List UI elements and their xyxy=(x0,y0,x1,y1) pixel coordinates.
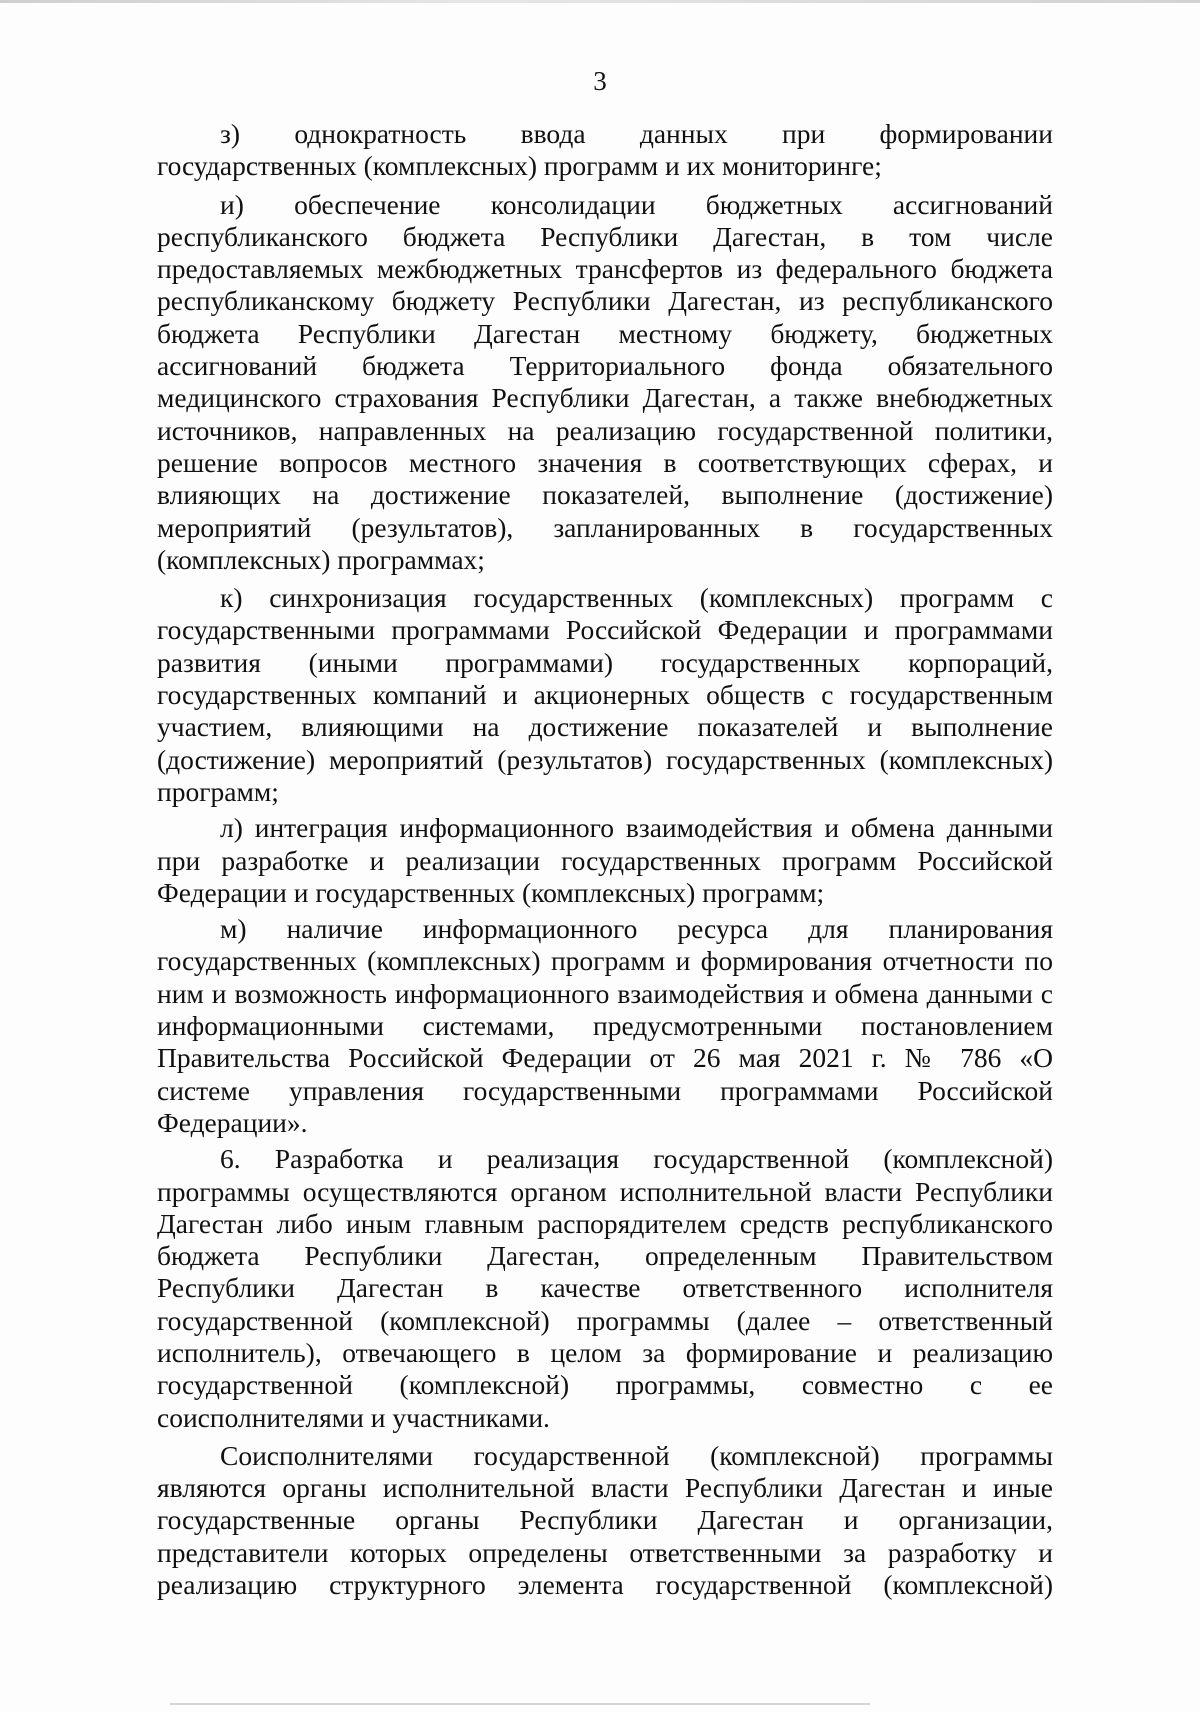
text-line: участием, влияющими на достижение показателей и выполнение xyxy=(157,711,1053,743)
text-line: республиканскому бюджету Республики Дагестан, из республиканского xyxy=(157,285,1053,317)
text-line: влияющих на достижение показателей, выполнение (достижение) xyxy=(157,479,1053,511)
text-line: (достижение) мероприятий (результатов) государственных (комплексных) xyxy=(157,743,1053,775)
text-line: мероприятий (результатов), запланированных в государственных xyxy=(157,511,1053,543)
text-line: Соисполнителями государственной (комплексной) программы xyxy=(220,1439,1053,1471)
text-line: решение вопросов местного значения в соответствующих сферах, и xyxy=(157,446,1053,478)
text-line: исполнитель), отвечающего в целом за формирование и реализацию xyxy=(157,1336,1053,1368)
text-line: Правительства Российской Федерации от 26 мая 2021 г. № 786 «О xyxy=(157,1042,1053,1074)
text-line: государственные органы Республики Дагестан и организации, xyxy=(157,1504,1053,1536)
text-line: ним и возможность информационного взаимодействия и обмена данными с xyxy=(157,977,1053,1009)
text-line: программ; xyxy=(157,775,279,807)
text-line: м) наличие информационного ресурса для планирования xyxy=(220,913,1053,945)
text-line: представители которых определены ответственными за разработку и xyxy=(157,1536,1053,1568)
paragraph-l xyxy=(157,812,1053,909)
text-line: бюджета Республики Дагестан, определенным Правительством xyxy=(157,1240,1053,1272)
text-line: развития (иными программами) государственных корпораций, xyxy=(157,646,1053,678)
text-line: Республики Дагестан в качестве ответственного исполнителя xyxy=(157,1272,1053,1304)
paragraph-i xyxy=(157,189,1053,577)
text-line: к) синхронизация государственных (комплексных) программ с xyxy=(220,582,1053,614)
scan-edge-top xyxy=(0,0,1200,3)
text-line: предоставляемых межбюджетных трансфертов из федерального бюджета xyxy=(157,253,1053,285)
text-line: государственных компаний и акционерных обществ с государственным xyxy=(157,679,1053,711)
document-body xyxy=(157,118,1053,1601)
text-line: и) обеспечение консолидации бюджетных ассигнований xyxy=(220,188,1053,220)
text-line: государственных (комплексных) программ и формирования отчетности по xyxy=(157,945,1053,977)
text-line: Дагестан либо иным главным распорядителем средств республиканского xyxy=(157,1207,1053,1239)
text-line: при разработке и реализации государственных программ Российской xyxy=(157,844,1053,876)
scan-edge-bottom xyxy=(170,1703,870,1705)
text-line: реализацию структурного элемента государственной (комплексной) xyxy=(157,1569,1053,1601)
page-number: 3 xyxy=(593,66,607,96)
text-line: государственных (комплексных) программ и их мониторинге; xyxy=(157,150,882,182)
paragraph-z xyxy=(157,118,1053,183)
paragraph-co xyxy=(157,1440,1053,1601)
paragraph-m xyxy=(157,913,1053,1139)
text-line: являются органы исполнительной власти Республики Дагестан и иные xyxy=(157,1472,1053,1504)
text-line: системе управления государственными программами Российской xyxy=(157,1074,1053,1106)
text-line: медицинского страхования Республики Дагестан, а также внебюджетных xyxy=(157,382,1053,414)
text-line: л) интеграция информационного взаимодействия и обмена данными xyxy=(220,812,1053,844)
text-line: государственными программами Российской Федерации и программами xyxy=(157,614,1053,646)
text-line: государственной (комплексной) программы, совместно с ее xyxy=(157,1369,1053,1401)
text-line: Федерации». xyxy=(157,1106,308,1138)
paragraph-k xyxy=(157,582,1053,808)
text-line: (комплексных) программах; xyxy=(157,543,485,575)
text-line: государственной (комплексной) программы (далее – ответственный xyxy=(157,1304,1053,1336)
text-line: программы осуществляются органом исполнительной власти Республики xyxy=(157,1175,1053,1207)
text-line: источников, направленных на реализацию государственной политики, xyxy=(157,414,1053,446)
text-line: Федерации и государственных (комплексных) программ; xyxy=(157,876,825,908)
paragraph-p6 xyxy=(157,1143,1053,1434)
text-line: республиканского бюджета Республики Дагестан, в том числе xyxy=(157,220,1053,252)
text-line: информационными системами, предусмотренными постановлением xyxy=(157,1010,1053,1042)
text-line: 6. Разработка и реализация государственной (комплексной) xyxy=(220,1143,1053,1175)
text-line: бюджета Республики Дагестан местному бюджету, бюджетных xyxy=(157,317,1053,349)
text-line: соисполнителями и участниками. xyxy=(157,1401,550,1433)
text-line: ассигнований бюджета Территориального фонда обязательного xyxy=(157,350,1053,382)
text-line: з) однократность ввода данных при формировании xyxy=(220,118,1053,149)
